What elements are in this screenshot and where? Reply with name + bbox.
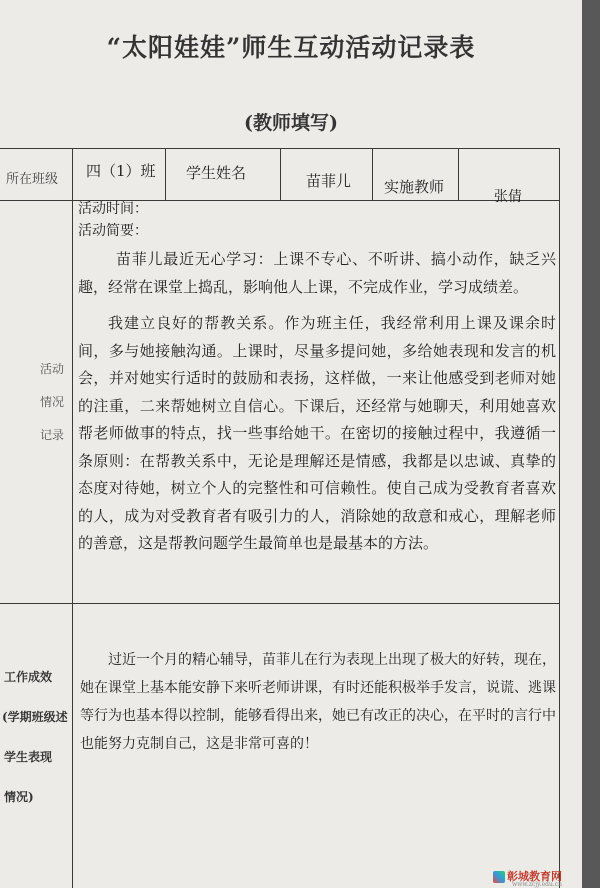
document-subtitle: (教师填写) bbox=[244, 112, 338, 134]
header-divider-3 bbox=[372, 148, 373, 200]
watermark-text: 彰城教育网 bbox=[507, 870, 562, 883]
header-divider-2 bbox=[280, 148, 281, 200]
class-value: 四（1）班 bbox=[86, 162, 156, 180]
side-label-activity: 活动 bbox=[40, 362, 65, 376]
record-table bbox=[0, 148, 560, 888]
activity-time-label: 活动时间： bbox=[78, 201, 148, 217]
result-side-label-2: (学期班级述 bbox=[2, 710, 68, 724]
result-side-label-3: 学生表现 bbox=[4, 750, 53, 764]
record-paragraph-1: 苗菲儿最近无心学习：上课不专心、不听讲、搞小动作，缺乏兴趣，经常在课堂上捣乱，影响他人上课，不完成作业，学习成绩差。 bbox=[78, 250, 556, 296]
document-title: “太阳娃娃”师生互动活动记录表 bbox=[106, 33, 476, 62]
result-paragraph: 过近一个月的精心辅导，苗菲儿在行为表现上出现了极大的好转，现在，她在课堂上基本能安静下来听老师讲课，有时还能积极举手发言，说谎、逃课等行为也基本得以控制，能够看得出来，她已有改正的决心，在平时的言行中也能努力克制自己，这是非常可喜的！ bbox=[80, 652, 556, 752]
header-divider-1 bbox=[165, 148, 166, 200]
class-label: 所在班级 bbox=[6, 172, 59, 187]
page-edge-shadow bbox=[582, 0, 600, 888]
result-side-label-1: 工作成效 bbox=[4, 670, 53, 684]
header-divider-4 bbox=[458, 148, 459, 200]
label-column-divider bbox=[72, 148, 73, 888]
side-label-record: 记录 bbox=[40, 428, 65, 442]
side-label-situation: 情况 bbox=[40, 395, 65, 409]
student-name-label: 学生姓名 bbox=[186, 164, 247, 182]
watermark-icon bbox=[493, 871, 505, 883]
table-right-border bbox=[559, 148, 560, 888]
teacher-label: 实施教师 bbox=[384, 178, 445, 196]
watermark-url: www.zcjy.edu.cn bbox=[512, 881, 562, 888]
activity-summary-label: 活动简要： bbox=[78, 223, 148, 239]
teacher-value: 张倩 bbox=[494, 189, 522, 205]
student-name-value: 苗菲儿 bbox=[306, 172, 352, 190]
section-divider bbox=[0, 603, 560, 604]
result-side-label-4: 情况) bbox=[4, 790, 34, 804]
record-paragraph-2: 我建立良好的帮教关系。作为班主任，我经常利用上课及课余时间，多与她接触沟通。上课时，尽量多提问她，多给她表现和发言的机会，并对她实行适时的鼓励和表扬，这样做，一来让他感受到老师对她的注重，二来帮她树立自信心。下课后，还经常与她聊天，利用她喜欢帮老师做事的特点，找一些事给她干。在密切的接触过程中，我遵循一条原则：在帮教关系中，无论是理解还是情感，我都是以忠诚、真挚的态度对待她，树立个人的完整性和可信赖性。使自己成为受教育者喜欢的人，成为对受教育者有吸引力的人，消除她的敌意和戒心，理解老师的善意，这是帮教问题学生最简单也是最基本的方法。 bbox=[78, 314, 556, 552]
